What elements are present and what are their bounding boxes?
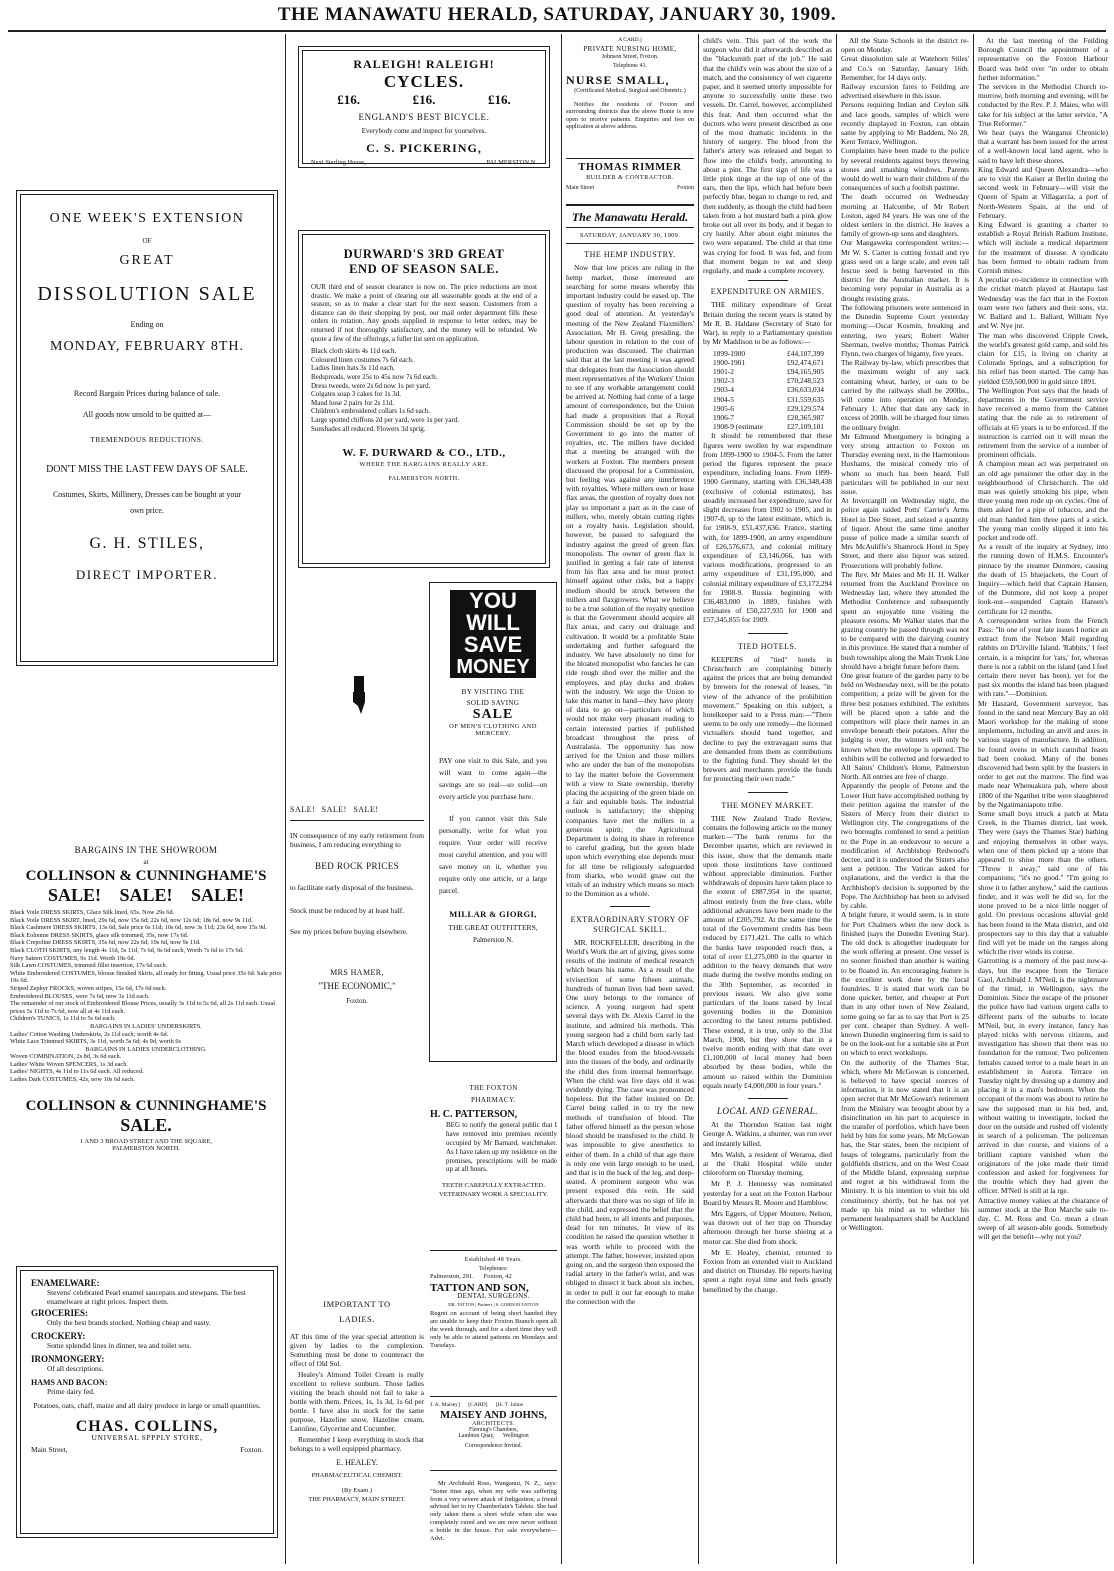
nurse-l4: Telephone 43. (613, 62, 647, 69)
armies-amount: £31,559,635 (787, 394, 824, 404)
rimmer-l2: BUILDER & CONTRACTOR. (586, 174, 674, 181)
stiles-line13: DIRECT IMPORTER. (75, 567, 219, 582)
pointing-hand-icon (350, 676, 368, 714)
local-item: Mrs Walsh, a resident of Weraroa, died at the Otaki Hospital while under chloroform on Thursday morning. (703, 1149, 832, 1178)
armies-year: 1908-9 (estimate (713, 422, 763, 432)
hamer-p5: See my prices before buying elsewhere. (290, 927, 408, 937)
healey-p3: Remember I keep everything in stock that belongs to a well equipped pharmacy. (290, 1435, 424, 1453)
millar-p2: If you cannot visit this Sale personally, write for what you require. Your order will receive most careful attention, and you will save money on it, whether you require only one article, or a large parcel. (439, 814, 547, 895)
money-text: THE New Zealand Trade Review, contains the following article on the money market:—"The bank returns for the December quarter, which are reviewed in this issue, show that the demands made upon those institutions have continued without appreciable diminution. Further withdrawals of deposits have taken place to the extent of £887,954 in the quarter, almost entirely from the free class, while additional advances have been made to the amount of £205,792. At the same time the total of the Government credits has been reduced by £171,421. The calls to which the banks have responded reach thus, a total of over £1,275,000 in the quarter in addition to the heavy demands that were made during the twelve months ending on the 30th September, as recorded in previous issues. We also give some particulars of the loans raised by local governing bodies in the Dominion according to the latest returns published. These extend, it is true, only to the 31st March, 1908, but they show that in a twelve month ending with that date over £1,100,000 of local money had been absorbed by these bodies, while the amount so raised within the Dominion equals nearly £4,000,000 in four years." (703, 813, 832, 1090)
local-item: At the Thorndon Station last night George A. Watkins, a shunter, was run over and instantly killed. (703, 1120, 832, 1148)
tatton-l3: Palmerston, 291. Foxton, 42 (430, 1273, 512, 1281)
pickering-advertisement (298, 46, 550, 168)
healey-addr: THE PHARMACY, MAIN STREET. (308, 1496, 406, 1503)
millar-l4: MONEY (456, 656, 530, 678)
nurse-l6: (Certificated Medical, Surgical and Obstetric.) (574, 87, 686, 94)
section-rule (748, 280, 788, 281)
hotels-heading: TIED HOTELS. (738, 641, 797, 651)
durward-sub: WHERE THE BARGAINS REALLY ARE. (359, 461, 489, 469)
editorial-date: SATURDAY, JANUARY 30, 1909. (579, 232, 681, 239)
surgical-continued: child's vein. This part of the work the surgeon who did it afterwards described as the "blacksmith part of the job." He said that the child's vein was about the size of a match, and the consistency of wet cigarette paper, and it seemed utterly impossible for anyone to successfully unite these two vessels. Dr. Carrel, however, accomplished this feat. And then occurred what the doctors who were present described as one of the most dramatic incidents in the history of surgery. The blood from the father's artery was released and began to flow into the child's body, amounting to about a pint. The first sign of life was a little pink tinge at the top of one of the ears, then the lips, which had before been perfectly blue, began to change to red, and then suddenly, as though the child had been taken from a hot mustard bath a pink glow broke out all over its body, and it began to cry lustily. After about eight minutes the two were separated. The child at that time was crying for food. It was fed, and from that moment began to eat and sleep regularly, and made a complete recovery. (703, 36, 832, 276)
nurse-p1: Notifies the residents of Foxton and surrounding districts that the above Home is now open to receive patients. Enquiries and fees on application at above address. (566, 100, 694, 131)
patterson-p2: TEETH CAREFULLY EXTRACTED. (442, 1182, 545, 1190)
collinson-item: Black Cashmere DRESS SKIRTS, 13s 6d, Sale price 6s 11d; 10s 6d, now 3s 11d; 23s 6d, now 15s 9d. (10, 924, 267, 932)
editorial-date-rule (566, 243, 694, 244)
tatton-l2: Telephones: (479, 1265, 508, 1272)
column-6 (841, 36, 969, 1566)
column-rule (285, 34, 286, 1564)
armies-amount: £94,165,905 (787, 366, 824, 376)
patterson-advertisement (430, 1084, 557, 1244)
collinson-item: White Lace Trimmed SKIRTS, 3s 11d, worth 5s 6d; 4s 9d, worth 6s (10, 1038, 181, 1046)
millar-name: MILLAR & GIORGI, (449, 909, 537, 919)
hamer-town: Foxton. (346, 996, 368, 1005)
armies-amount: £70,248,523 (787, 376, 824, 386)
paper-title: The Manawatu Herald. (571, 210, 689, 224)
maisey-l1: J. A. Maisey] [CARD] [H. T. Johns (430, 1402, 524, 1408)
hamer-p2: BED ROCK PRICES (314, 860, 400, 871)
rimmer-advertisement (566, 162, 694, 200)
durward-item: Bedspreads, were 25s to 45s now 7s 6d each. (311, 372, 438, 381)
collins-name: CHAS. COLLINS, (75, 1418, 219, 1435)
collins-t2: Only the best brands stocked. Nothing cheap and nasty. (47, 1318, 211, 1327)
durward-addr: PALMERSTON NORTH. (388, 476, 460, 483)
divider-rule (566, 204, 694, 206)
collins-t5: Prime dairy fed. (47, 1387, 95, 1396)
armies-year: 1899-1900 (713, 348, 746, 358)
armies-table (703, 349, 832, 432)
collins-h4: IRONMONGERY: (31, 1354, 105, 1364)
hemp-heading: THE HEMP INDUSTRY. (584, 250, 676, 260)
local-item: Mrs Eggers, of Upper Moutere, Nelson, was thrown out of her trap on Thursday afternoon through her horse shieing at a motor car. She died from shock. (703, 1208, 832, 1246)
collinson-item: Black Voile DRESS SKIRTS, Glace Silk lined, 65s. Now 29s 6d. (10, 909, 175, 916)
collinson-item: Black Eolienne DRESS SKIRTS, glace silk trimmed, 35s, now 17s 6d. (10, 931, 189, 939)
millar-l8: OF MEN'S CLOTHING AND MERCERY. (449, 723, 537, 737)
stiles-line4: DISSOLUTION SALE (37, 283, 257, 305)
local-heading: LOCAL AND GENERAL. (717, 1105, 818, 1116)
stiles-line12: G. H. STILES, (89, 535, 205, 552)
armies-year: 1901-2 (713, 366, 734, 376)
collinson-item: Black Crepoline DRESS SKIRTS, 35s 6d, now 22s 6d; 19s 6d, now 9s 11d. (10, 939, 201, 947)
durward-advertisement (298, 230, 550, 568)
column-4 (566, 210, 694, 1566)
section-rule (748, 1098, 788, 1099)
money-heading: THE MONEY MARKET. (721, 800, 814, 810)
collins-t6: Potatoes, oats, chaff, maize and all dairy produce in large or small quantities. (33, 1401, 261, 1410)
millar-advertisement (429, 582, 557, 1062)
maisey-advertisement (430, 1402, 557, 1462)
tatton-l1: Established 48 Years. (464, 1257, 523, 1263)
collinson-item: Ladies Dark COSTUMES, 42s, now 10s 6d each. (10, 1076, 135, 1084)
surgical-text: MR. ROCKFELLER, describing in the World's Work the art of giving, gives some results of the institute of medical research which bears his name. As a result of the vivisection of some fifteen animals, hundreds of human lives had been saved. One story belongs to the romance of science. A young surgeon had spent several days with Dr. Alexis Carrel in the institute, and admired his methods. This young surgeon had a child born early last March which developed a disease in which the blood exudes from the blood-vessels into the tissues of the body, and ordinarily the child dies from internal hemorrhage. When the child was five days old it was evidently dying. The case was pronounced hopeless. But the father insisted on Dr. Carrel being called in to try the new methods of transfusion of blood. The father offered himself as the person whose blood should be transfused to the child. It was impossible to give anesthetics to either of them. In a child of that age there is only one vein large enough to be used, and that is in the back of the leg, and deep-seated. A prominent surgeon who was present exposed this vein. He said afterwards that there was no sign of life in the child, and expressed the belief that the child had been, to all intents and purposes, dead for ten minutes. In view of its condition he raised the question whether it was worth while to proceed with the attempt. The father, however, insisted upon going on, and the surgeon then exposed the radial artery in the father's wrist, and was obliged to dissect it back about six inches, in order to pull it out far enough to make the connection with the (566, 937, 694, 1306)
collinson-item: White Embroidered COSTUMES, blouse finished Skirts, all ready for fitting. Usual price 35s 6d. Sale price 19s 6d. (10, 969, 282, 985)
column-6-text: All the State Schools in the district re-open on Monday. Great dissolution sale at Watehorn Stiles' and Co.'s on Saturday, January 16th. Remember, for 14 days only. Railway excursion fares to Feilding are advertised elsewhere in this issue. Persons requiring Indian and Ceylon silk and lace goods, samples of which were recently displayed in Foxton, can obtain same by applying to Mr Baddem, No 28, Kent Terrace, Wellington. Complaints have been made to the police by several residents against boys throwing stones and smashing windows. Parents would do well to warn their children of the consequences of such a foolish pastime. The death occurred on Wednesday morning at Halcombe, of Mr Robert Loston, aged 84 years. He was one of the oldest settlers in the district. He leaves a family of grown-up sons and daughters. Our Mangaweka correspondent writes:—Mr W. S. Carter is cutting foxtail and rye grass seed on a large scale, and even tall fescue seed is being harvested in this district for the Australian market. It is becoming very popular in Australia as a drought resisting grass. The following prisoners were sentenced in the Dunedin Supreme Court yesterday morning:—Oscar Kosmin, breaking and entering, two years; Robert Walter Sherman, twelve months; Thomas Patrick Flynn, two charges of bigamy, five years. The Railway by-law, which prescribes that the maximum weight of any sack containing wheat, barley, or oats to be carried by the railways shall be 200lbs., will come into operation on Monday, February 1. After that date any sack in excess of 200lb. will be charged four times the ordinary freight. Mr Edmund Montgomery is bringing a very strong attraction to Foxton on Thursday evening next, in the Harmonious Huxhams, the musical comedy trio of whom so much has been heard. Full particulars will be published in our next issue. At Invercargill on Wednesday night, the police again raided Potts' Carrier's Arms Hotel in Dee Street, and seized a quantity of liquor. About the same time another posse of police made a similar search of Mrs McAuliffe's Shamrock Hotel in Spey Street, and there also liquor was seized. Prosecutions will probably follow. The Rev. Mr Maies and Mr H. H. Walker returned from the Auckland Province on Wednesday last, where they attended the Methodist Conference and subsequently spent an enjoyable time visiting the pleasure resorts. Mr Walker states that the grazing country he passed through was not to be compared with the dairying country in this province. He stated that a number of bush townships along the Main Trunk Line should have a bright future before them. One great feature of the garden party to be held on Wednesday next, will be the potato competition; a prize will be given for the three best potatoes exhibited. The exhibits will be placed upon a table and the competitors will place their names in an envelope beneath their potatoes. After the judging is over, the winners will only be known when the envelope is opened. The exhibits will be collected and forwarded to All Saints' Children's Home, Palmerston North. All entries are free of charge. Apparently the people of Petone and the Lower Hutt have accomplished nothing by their petition against the transfer of the Sisters of Mercy from their district to Wellington city. The congregations of the two boroughs combined to send a petition to the Pope in an endeavour to secure a modification of Archbishop Redwood's decree, and it is understood the Sisters also sent a petition. The Vatican asked for explanations, and the verdict is that the Archbishop's decision is supported by the Pope. The Archbishop has been so advised by cable. A bright future, it would seem, is in store for Port Chalmers when the new dock is finished (says the Dunedin Evening Star). The old dock is altogether inadequate for the work offering at present. One vessel is no sooner finished than another is waiting to be floated in. An encouraging feature is the excellent work done by the local foundries. It is stated that work can be done quicker, better, and cheaper at Port than in any other town of New Zealand, some going so far as to say that Port is 25 per cent. cheaper than Sydney. A well-known Dunedin engineering firm is said to be on the look-out for a suitable site at Port on which to erect workshops. On the authority of the Thames Star, which, where Mr McGowan is concerned, is believed to have special sources of information, it is now stated that it is an open secret that Mr McGowan's retirement from the Ministry was brought about by a disinclination on his part to acquiesce in the transfer of portfolios, which have been held by him for some years. Mr McGowan has, the Star states, been the recipient of heaps of telegrams, particularly from the goldfields districts, and on the West Coast of the Middle Island, expressing surprise and regret at his withdrawal from the Ministry. It is his intention to visit his old constituency shortly, but he has not yet made up his mind as to whether his permanent headquarters shall be Auckland or Wellington. (841, 36, 969, 1233)
local-item: Mr E. Healey, chemist, returned to Foxton from an extended visit to Auckland and district on Thursday. He reports having spent a right royal time and feels greatly benefitted by the change. (703, 1247, 832, 1294)
section-rule (748, 792, 788, 793)
stiles-line9: TREMENDOUS REDUCTIONS. (90, 435, 204, 444)
hamer-head: SALE! SALE! SALE! (290, 805, 379, 814)
hamer-p1: IN consequence of my early retirement from business, I am reducing everything to (290, 831, 424, 850)
column-rule (836, 34, 837, 1564)
healey-p2: Healey's Almond Toilet Cream is really excellent to relieve sunburn. Those ladies visiting the beach should not fail to take a bottle with them. Prices, 1s, 1s 3d, 1s 6d per bottle. I have also in stock for the same purpose, Hazeline snow, Hazeline cream, Lanoline, Glycerine and Cucumber. (290, 1370, 424, 1433)
collins-h1: ENAMELWARE: (31, 1278, 100, 1288)
column-rule (973, 34, 974, 1564)
durward-line1: DURWARD'S 3RD GREAT (343, 247, 505, 261)
collinson-line4: SALE! SALE! SALE! (47, 885, 245, 905)
millar-l3: SAVE (463, 632, 523, 657)
divider-rule (430, 1250, 557, 1251)
collinson-item: Silk Lawn COSTUMES, trimmed fillet insertion, 17s 6d each. (10, 962, 168, 970)
collins-sub: UNIVERSAL SPPPLY STORE, (91, 1433, 203, 1442)
column-7 (978, 36, 1108, 1566)
divider-rule (430, 1396, 557, 1397)
armies-intro: THE military expenditure of Great Britain during the recent years is stated by Mr R. B. Haldane (Secretary of State for War), in reply to a Parliamentary question by Mr Maddison to be as follows:— (703, 300, 832, 347)
collinson-line3: COLLINSON & CUNNINGHAME'S (25, 868, 267, 884)
rimmer-l4: Foxton (676, 185, 694, 191)
masthead: THE MANAWATU HERALD, SATURDAY, JANUARY 30, 1909. (277, 4, 837, 25)
durward-item: Children's embroidered collars 1s 6d each. (311, 407, 431, 416)
tatton-advertisement (430, 1256, 557, 1378)
patterson-p1: BEG to notify the general public that I have removed into premises recently occupied by Mr Barnard, watchmaker. As I have taken up my residence on the premises, prescriptions will be made up at all hours. (446, 1121, 557, 1174)
collinson-item: Ladies' White Woven SPENCERS, 1s 3d each. (10, 1060, 128, 1068)
stiles-line11: Costumes, Skirts, Millinery, Dresses can be bought at your own price. (52, 490, 242, 515)
maisey-l4: Fleming's Chambers, (468, 1427, 519, 1433)
millar-l2: WILL (466, 610, 520, 635)
pickering-line2: CYCLES. (383, 72, 465, 91)
pickering-line4: Everybody come and inspect for yourselves. (361, 127, 487, 135)
durward-item: Coloured linen costumes 7s 6d each. (311, 355, 414, 364)
pickering-price: £16. (337, 92, 361, 107)
collinson-item: Navy Sateen COSTUMES, 9s 11d. Worth 19s 6d. (10, 954, 136, 962)
durward-item: Large spotted chiffons 2d per yard, were 1s per yard. (311, 415, 460, 424)
armies-row (713, 376, 824, 385)
nurse-l5: NURSE SMALL, (566, 73, 670, 88)
armies-amount: £92,474,671 (787, 357, 824, 367)
tatton-l5: DENTAL SURGEONS. (457, 1292, 530, 1301)
collins-t1: Stevens' celebrated Pearl enamel saucepans and stewpans. The best enamelware at right prices. Inspect them. (47, 1288, 246, 1306)
maisey-l6: Correspondence Invited. (465, 1443, 522, 1449)
stiles-line7: Record Bargain Prices during balance of sale. (73, 389, 221, 398)
collinson-item: Ladies' NIGHTS, 4s 11d to 11s 6d each. All reduced. (10, 1068, 144, 1076)
tatton-p1: Regret on account of being short handed they are unable to keep their Foxton Branch open all the week through, and for a short time they will only be able to attend patients on Mondays and Tuesdays. (430, 1309, 557, 1349)
rimmer-l1: THOMAS RIMMER (578, 162, 682, 173)
millar-p1: PAY one visit to this Sale, and you will want to come again—the savings are so real—so solid—on every article you purchase here. (439, 756, 547, 801)
pickering-line3: ENGLAND'S BEST BICYCLE. (358, 112, 490, 122)
nurse-l2: PRIVATE NURSING HOME, (583, 44, 677, 53)
healey-p1: AT this time of the year special attention is given by ladies to the complexion. Something must be done to counteract the effect of Old Sol. (290, 1332, 424, 1368)
armies-text: It should be remembered that these figures were swollen by war expenditure from 1899-1900 to 1904-5. From the latter period the figures represent the peace expenditure, including loans. From 1899-1900 Germany, starting with £36,348,438 (exclusive of colonial estimates), has steadily increased her expenditure, save for slight decreases from 1902 to 1905, and in 1907-8, up to the latest estimate, which is, for 1908-9, £51,437,636. France, starting with, for 1899-1900, an army expenditure of £26,576,673, and colonial military expenditure of £3,146,066, has with various modifications, progressed to an army expenditure of £31,195,000, and colonial military expenditure of £3,172,294 for 1908-9. Russia beginning with £36,483,000 in 1889, finishes with estimates of £50,227,935 for 1908 and £57,345,855 for 1909. (703, 431, 832, 625)
section-rule (610, 906, 650, 907)
stiles-advertisement (16, 190, 278, 666)
durward-line2: END OF SEASON SALE. (349, 262, 499, 276)
stiles-line5: Ending on (130, 320, 164, 329)
collinson-item: Embroidered BLOUSES, were 7s 6d, now 3s 11d each. (10, 992, 150, 1000)
tatton-l4: TATTON AND SON, (430, 1281, 529, 1294)
collinson-item: Striped Zephyr FROCKS, woven stripes, 15s 6d, 17s 6d each. (10, 984, 167, 992)
armies-year: 1904-5 (713, 394, 734, 404)
maisey-l3: ARCHITECTS. (472, 1421, 515, 1427)
collinson-item: Black Voile DRESS SKIRT, lined, 29s 6d, now 15s 6d; 22s 6d, now 12s 6d; 18s 6d, now 9s 11d. (10, 916, 253, 924)
collins-address (31, 1445, 263, 1454)
pickering-addr-right: PALMERSTON N. (486, 159, 537, 166)
pickering-price: £16. (412, 92, 436, 107)
durward-item: Maud hose 2 pairs for 2s 11d. (311, 398, 395, 407)
nurse-advertisement (566, 36, 694, 154)
millar-l6: SOLID SAVING (466, 699, 520, 707)
armies-amount: £28,365,987 (787, 412, 824, 422)
millar-sub: THE GREAT OUTFITTERS, (448, 923, 538, 932)
armies-row (713, 358, 824, 367)
armies-year: 1900-1901 (713, 357, 746, 367)
collinson-sub2: BARGAINS IN LADIES UNDERCLOTHING. (85, 1045, 207, 1053)
stiles-line6: MONDAY, FEBRUARY 8TH. (50, 339, 244, 354)
healey-exam: (By Exam.) (341, 1487, 373, 1494)
healey-head2: LADIES. (339, 1314, 375, 1324)
healey-name: E. HEALEY. (336, 1458, 378, 1467)
durward-intro: OUR third end of season clearance is now on. The price reductions are most drastic. We make a point of clearing out all seasonable goods at the end of a season, so as to make a clear start for the next season. Customers from a distance can do their shopping by post, our mail order department fills these orders in rotation. Any goods supplied in response to letter orders, may be returned if not thoroughly satisfactory, and the money will be refunded. We quote a few of the offerings, a fuller list sent on application. (311, 283, 537, 343)
millar-l7: SALE (472, 707, 514, 722)
armies-amount: £36,633,034 (787, 385, 824, 395)
armies-row (713, 349, 824, 358)
divider-rule (430, 1470, 557, 1471)
armies-amount: £27,109,101 (787, 422, 824, 432)
collinson-item: The remainder of our stock of Embroidered Blouse Prices, usually 3s 11d to 5s 6d, all 2s 11d each. Usual prices 5s 11d to 7s 6d, now all at 4s 11d each. (10, 1000, 275, 1015)
durward-item: Black cloth skirts 4s 11d each. (311, 347, 397, 356)
armies-amount: £29,129,574 (787, 403, 824, 413)
column-rule (561, 34, 562, 1564)
armies-year: 1905-6 (713, 403, 734, 413)
collins-t3: Some splendid lines in dinner, tea and toilet sets. (47, 1341, 192, 1350)
surgical-heading: EXTRAORDINARY STORY OF SURGICAL SKILL. (570, 915, 690, 934)
chamberlain-notice (430, 1480, 557, 1566)
collins-h5: HAMS AND BACON: (31, 1378, 108, 1387)
healey-head: IMPORTANT TO (323, 1299, 391, 1309)
collinson-item: Ladies' Cotton Washing Underskirts, 2s 11d each; worth 4s 6d. (10, 1030, 169, 1038)
armies-row (713, 395, 824, 404)
hemp-text: Now that low prices are ruling in the hemp market, those interested are searching for some means whereby this important industry could be eased up. The question of royalty has been receiving a good deal of attention. At yesterday's meeting of the New Zealand Flaxmillers' Association, Mr H. Greig presiding, the labour question in relation to the cost of production was discussed. The chairman said that at the last meeting it was agreed that delegates from the Association should meet representatives of the Workers' Union to see if any workable arrangement could be arrived at. Nothing had come of a large amount of correspondence, but the Union had made a proposition that a Royal Commission should be set up by the Government to go into the matter of royalties, etc. The millers have decided that a meeting be arranged with the workers at Foxton. The members present discussed the proposal for a Commission, but feeling was against any interference with royalties. Where millers own or lease flax areas, the question of royalty does not play so important a part as in the case of millers, who, merely obtain cutting rights on a royalty basis. Legislation should, however, be passed to safeguard the industry against the greed of green flax monopolists. The owner of green flax is justified in getting a fair rate of interest from his flax area and he must protect himself against other risks, but a happy medium should be struck between the millers and flaxgrowers. What we believe to be a true solution of the royalty question is that the Government should acquire all flax areas, and carry out drainage and cultivation. It would be a profitable State undertaking and further safeguard the industry. We have absolutely no time for the bloated monopolist who fancies he can ride rough shod over the miller and the employees, and play ducks and drakes with the industry. We urge the Union to take this matter in hand—they have plenty of data to go on—particulars of which would not make very pleasant reading to certain interested parties if published broadcast throughout the press of Australasia. The opportunity has now arrived for the Union and those millers who are under the ban of the monopolists to lay the matter before the Government with a view to State ownership, thereby placing the acquiring of the green blade on a fair and equitable basis. The industrial outlook is satisfactory; the shipping companies have met the millers in a generous spirit; the Agricultural Department is doing its share in reference to careful grading, but the green blade upon which everything else depends must for all time be religiously safeguarded from sharks, who would gnaw out the vitals of an industry which means so much to the Dominion as a whole. (566, 263, 694, 899)
column-7-text: At the last meeting of the Feilding Borough Council the appointment of a representative on the Foxton Harbour Board was held over "in order to obtain further information." The services in the Methodist Church to-morrow, both morning and evening, will be conducted by the Rev. P. J. Maies, who will take for his subject at the latter service, "A True Reformer." We hear (says the Wanganui Chronicle) that a warrant has been issued for the arrest of a well-known local land agent, who is said to have left these shores. King Edward and Queen Alexandra—who are to visit the Kaiser at Berlin during the second week in February—will visit the Queen of Spain at Villagarcia, a port of North-Western Spain, at the end of February. King Edward is granting a charter to establish a Royal British Radium Institute, which will include a medical department for the treatment of disease. A syndicate has been formed to obtain radium from Cornish mines. A peculiar co-incidence in connection with the cricket match played at Hautapu last Wednesday was the fact that in the Foxton team were two fathers and their sons, viz. W. Ballard and L. Ballard, William Nye and W. Nye jnr. The man who discovered Cripple Creek, the world's greatest gold camp, and sold his claim for £15, is living on charity at Colorado Springs, and a subscription for his relief has been started. The camp has yielded £59,500,000 in gold since 1891. The Wellington Post says that the heads of departments in the Government service have received a memo from the Cabinet stating that the rule as to retirement of officials at 65 years is to be enforced. If the instruction is carried out it will mean the retirement from the service of a number of prominent officials. A champion mean act was perpetrated on an old age pensioner the other day in the neighbourhood of Christchurch. The old man was quietly smoking his pipe, when three young men rode up on cycles. One of them asked for a pipe of tobacco, and the old man handed him three parts of a stick. The young man coolly slipped it into his pocket and rode off. As a result of the inquiry at Sydney, into the running down of H.M.S. Encounter's pinnace by the steamer Dunmore, causing the death of 15 bluejackets, the Court of Inquiry—which held that Captain Hansen, of the Dunmore, did not keep a proper look-out—suspended Captain Hansen's certificate for 12 months. A correspondent writes from the French Pass: "In one of your late issues I notice an extract from the Nelson Mail regarding rabbits on D'Urville Island. 'Rabbits,' I feel certain, is a misprint for 'rats,' for, whereas there is not a rabbit on the island (and I feel certain there never has been), yet for the past six months the island has been plagued with rats."—Dominion. Mr Haszard, Government surveyor, has found in the sand near Mercury Bay an old Maori workshop for the making of stone implements, including an anvil and axes in various stages of manufacture. In addition, he found ovens in which cannibal feasts had been cooked. Many of the bones discovered had been split by the feasters in order to get out the marrow. The find was made near Whenuakura pah, where about 1800 of the Ngatihei tribe were slaughtered by the Ngatimaniapoto tribe. Some small boys struck a patch at Mata Creek, in the Thames district, last week. They were (says the Thames Star) bathing and enjoying themselves in other ways, when one of them picked up a stone that appeared to shine more than the others. "Throw it away," said one of his companions; "it's no good." "I'm going to show it to father anyhow," said the cautious finder, and it was well he did so, for the stone proved to be a nice little nugget of gold. On previous occasions alluvial gold has been found in the Mata district, and old prospectors say to this day that a valuable find will yet be made on the ranges along which the river winds its course. Garrotting is a memory of the past now-a-days, but the escapee from the Terrace Gaol, Archibald J. M'Neil, is the nightmare of the timid, in Wellington, says the Dominion. Since the escape of the prisoner the police have had various urgent calls to different parts of the suburbs to locate M'Neil, but, in every instance, fancy has played tricks with nervous citizens, and investigation has shown that there was no foundation for the rumour. Two policemen females caused terror to a male heart in an establishment in Aurora Terrace on Tuesday night by dressing up a dummy and placing it in a man's bedroom. When the occupant of the room was about to retire he saw the supposed man in his bed, and, without waiting to investigate, locked the door on the outside and rushed off violently in search of a policeman. The policeman arrived in due course, and visions of a brilliant capture vanished when the originators of the joke made their timid confession and asked for forgiveness for the trouble which they had given the officer. M'Neil is still at la rge. Attractive money values at the clearance of summer stock at the Ron Marche sale to-day. C. M. Ross and Co. mean a clean sweep of all season-able goods. Somebody will get the benefit—why not you? (978, 36, 1108, 1242)
hamer-p3: to facilitate early disposal of the business. (290, 882, 414, 892)
collinson-item: Woven COMBINATION, 2s 8d, 3s 6d each. (10, 1053, 122, 1061)
money-banner (450, 590, 536, 678)
collins-t4: Of all descriptions. (47, 1364, 104, 1373)
collins-advertisement (16, 1266, 278, 1538)
collinson-sub1: BARGAINS IN LADIES' UNDERSKIRTS. (90, 1022, 202, 1030)
local-item: Mr P. J. Hennessy was nominated yesterday for a seat on the Foxton Harbour Board by Messrs R. Moore and Hamblow. (703, 1179, 832, 1207)
pickering-address (311, 159, 537, 166)
patterson-l2: PHARMACY. (470, 1095, 517, 1104)
hamer-name: MRS HAMER, (330, 968, 384, 978)
collinson-line2: at (143, 858, 149, 866)
divider-rule (566, 158, 694, 159)
hamer-advertisement (290, 805, 424, 1040)
durward-item: Colgates soap 3 cakes for 1s 3d. (311, 390, 402, 399)
patterson-p3: VETERINARY WORK A SPECIALITY. (438, 1190, 549, 1198)
hamer-p4: Stock must be reduced by at least half. (290, 906, 405, 916)
armies-row (713, 422, 824, 431)
section-rule (748, 633, 788, 634)
paper-title-rule (566, 227, 694, 228)
pickering-addr-left: Next Sterling House, (311, 159, 366, 166)
rimmer-l3: Main Street (566, 185, 595, 191)
pickering-price: £16. (487, 92, 511, 107)
durward-item: Ladies linen hats 3s 11d each. (311, 364, 395, 373)
collinson-item: Black CLOTH SKIRTS, any length 4s 11d, 5s 11d, 7s 6d, 9s 6d each, Worth 7s 6d to 17s 6d. (10, 946, 244, 954)
pickering-prices (311, 92, 537, 108)
hotels-text: KEEPERS of "tied" hotels in Christchurch are complaining bitterly against the prices that are being demanded by brewers for the renewal of leases, "in view of the advance of the prohibition movement." Speaking on this subject, a hotelkeeper said to a Press man:—"There seems to be only one remedy—the licensed victuallers should band together, and decline to pay the extravagant sums that are demanded from them as contributions to the fighting fund. They should let the brewers and merchants provide the funds for protecting their own trade." (703, 654, 832, 784)
chamberlain-text: Mr Archibald Ross, Wanganui, N. Z., says: "Some time ago, when my wife was suffering from a very severe attack of Indigestion, a friend advised her to try Chamberlain's Tablets. She had only taken them a short while when she was completely cured and we are now never without a bottle in the house. For sale everywhere—Advt. (430, 1480, 557, 1542)
collinson-line7: 1 AND 3 BROAD STREET AND THE SQUARE, PALMERSTON NORTH. (80, 1137, 212, 1152)
collinson-item: Children's TUNICS, 1s 11d to 5s 6d each. (10, 1015, 116, 1023)
collins-h2: GROCERIES: (31, 1308, 89, 1318)
nurse-l1: A CARD.] (618, 37, 642, 43)
durward-item: Dress tweeds, were 2s 6d now 1s per yard. (311, 381, 431, 390)
patterson-l1: THE FOXTON (469, 1084, 518, 1092)
tatton-l6: DR. TATTON | Partners | S. GORDON TATTON (448, 1301, 539, 1307)
stiles-line1: ONE WEEK'S EXTENSION (49, 211, 245, 226)
rimmer-address (566, 185, 694, 191)
stiles-line10: DON'T MISS THE LAST FEW DAYS OF SALE. (46, 464, 248, 475)
armies-row (713, 385, 824, 394)
millar-l5: BY VISITING THE (461, 688, 525, 696)
durward-name: W. F. DURWARD & CO., LTD., (342, 447, 506, 460)
armies-row (713, 413, 824, 422)
healey-advertisement (290, 1300, 424, 1565)
collins-h3: CROCKERY: (31, 1331, 86, 1341)
collins-addr-left: Main Street, (31, 1445, 68, 1454)
stiles-line3: GREAT (119, 253, 175, 268)
maisey-l2: MAISEY AND JOHNS, (440, 1410, 547, 1421)
collinson-items (10, 909, 282, 1084)
pickering-name: C. S. PICKERING, (366, 141, 482, 155)
column-5 (703, 36, 832, 1566)
millar-l1: YOU (469, 588, 517, 613)
patterson-l3: H. C. PATTERSON, (430, 1108, 518, 1120)
collinson-advertisement (10, 845, 282, 1235)
armies-year: 1902-3 (713, 376, 734, 386)
hamer-shop: "THE ECONOMIC," (318, 980, 396, 991)
collinson-line6: SALE. (120, 1114, 172, 1135)
armies-amount: £44,107,399 (787, 348, 824, 358)
column-rule (698, 34, 699, 1564)
hamer-rule (290, 820, 424, 821)
nurse-l3: Johnson Street, Foxton. (601, 54, 659, 61)
armies-row (713, 404, 824, 413)
stiles-line8: All goods now unsold to be quitted at— (82, 410, 212, 419)
armies-heading: EXPENDITURE ON ARMIES. (710, 287, 825, 297)
armies-row (713, 367, 824, 376)
stiles-line2: OF (142, 237, 152, 245)
collins-addr-right: Foxton. (240, 1445, 263, 1454)
collinson-line1: BARGAINS IN THE SHOWROOM (74, 845, 218, 855)
healey-title: PHARMACEUTICAL CHEMIST. (311, 1472, 403, 1479)
durward-item: Sunshades all reduced. Flowers 3d sprig. (311, 424, 426, 433)
durward-items (311, 347, 537, 433)
millar-town: Palmerston N. (472, 936, 514, 944)
armies-year: 1903-4 (713, 385, 734, 395)
pickering-line1: RALEIGH! RALEIGH! (353, 57, 495, 71)
collinson-line5: COLLINSON & CUNNINGHAME'S (25, 1097, 267, 1114)
masthead-rule (8, 30, 1106, 32)
maisey-l5: Lambton Quay, Wellington (458, 1433, 529, 1439)
armies-year: 1906-7 (713, 412, 734, 422)
